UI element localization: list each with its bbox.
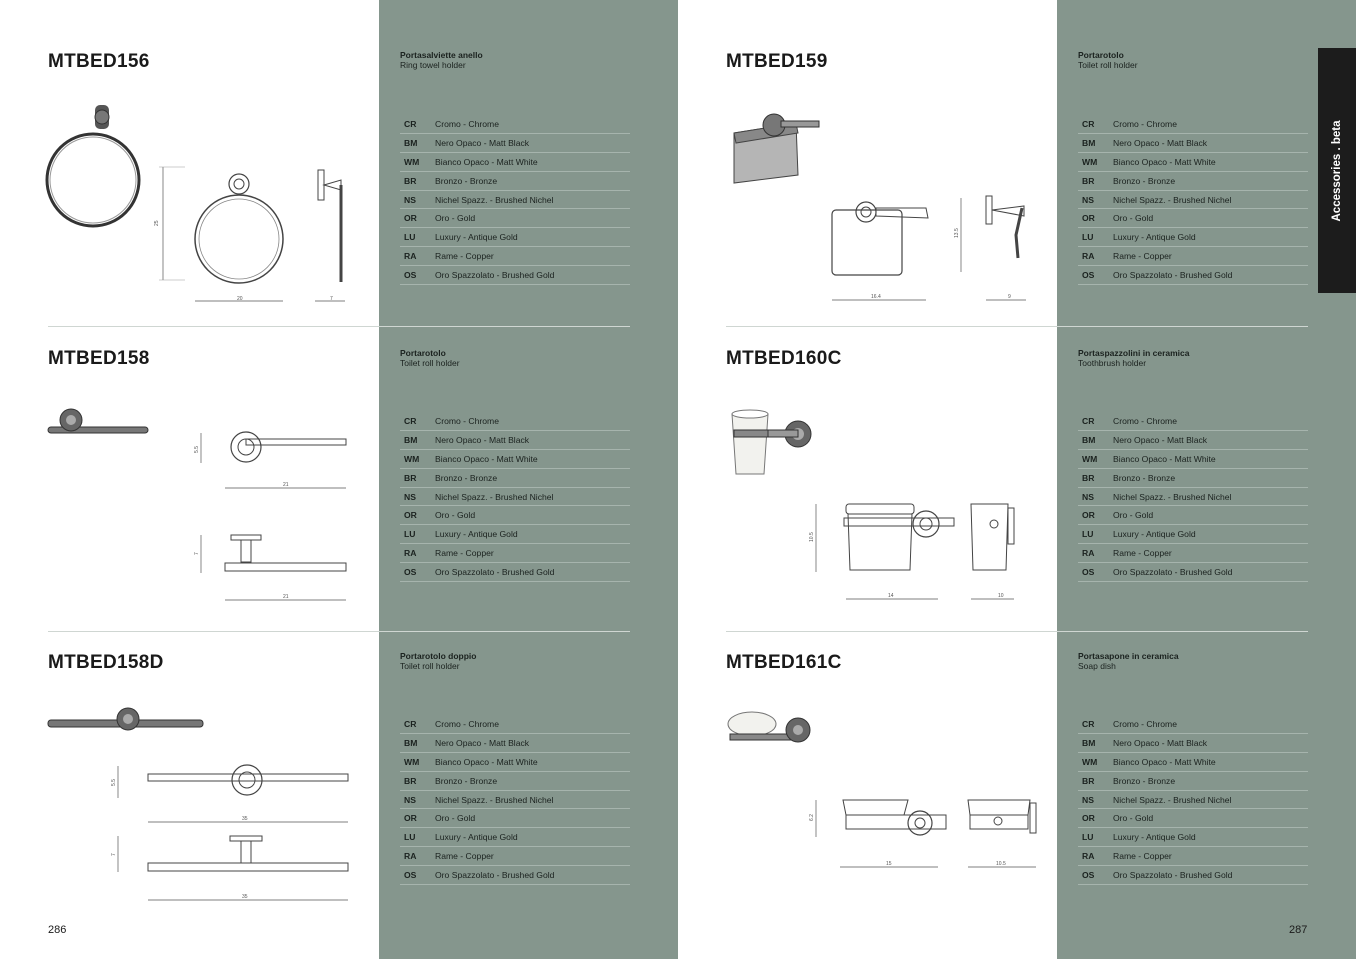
- finish-code: RA: [404, 548, 417, 559]
- finish-code: WM: [1082, 453, 1098, 464]
- finish-code: OS: [404, 270, 417, 281]
- finish-row: [400, 450, 630, 469]
- finish-code: NS: [404, 491, 416, 502]
- finish-name: Nichel Spazz. - Brushed Nichel: [1113, 794, 1232, 805]
- finish-row: [1078, 563, 1308, 582]
- product-description: [400, 50, 483, 70]
- product-code: MTBED158: [48, 348, 150, 369]
- finish-row: [1078, 228, 1308, 247]
- finish-name: Bronzo - Bronze: [435, 175, 498, 186]
- finish-name: Bronzo - Bronze: [1113, 775, 1176, 786]
- finish-code: CR: [404, 118, 417, 129]
- finish-row: [400, 469, 630, 488]
- finish-row: [1078, 115, 1308, 134]
- finish-row: [400, 715, 630, 734]
- height-dimension: 6.2: [809, 814, 815, 821]
- height-dimension: 13.5: [954, 228, 960, 238]
- finish-code: NS: [1082, 194, 1094, 205]
- finish-name: Bronzo - Bronze: [1113, 175, 1176, 186]
- finish-row: [400, 247, 630, 266]
- finish-name: Cromo - Chrome: [435, 118, 499, 129]
- finish-code: WM: [404, 156, 420, 167]
- finish-row: [400, 772, 630, 791]
- section-divider: [48, 326, 630, 327]
- soap-dish-drawing: [808, 795, 1048, 875]
- page-number: 286: [48, 924, 67, 936]
- finish-code: BR: [1082, 472, 1095, 483]
- finish-name: Oro - Gold: [435, 213, 476, 224]
- finish-row: [400, 809, 630, 828]
- height-dimension: 25: [154, 220, 160, 226]
- finish-code: RA: [404, 851, 417, 862]
- finish-name: Cromo - Chrome: [435, 718, 499, 729]
- finish-code: LU: [404, 832, 416, 843]
- english-name: Toilet roll holder: [1078, 60, 1138, 70]
- finish-code: OR: [404, 813, 417, 824]
- product-code: MTBED158D: [48, 652, 164, 673]
- finish-name: Bronzo - Bronze: [435, 472, 498, 483]
- finish-list: [400, 115, 630, 285]
- width-dimension: 21: [283, 594, 289, 600]
- finish-row: [1078, 791, 1308, 810]
- italian-name: Portaspazzolini in ceramica: [1078, 348, 1190, 358]
- finish-row: [400, 266, 630, 285]
- product-description: [1078, 50, 1138, 70]
- section-divider: [726, 631, 1308, 632]
- depth-dimension: 10: [998, 593, 1004, 599]
- product-description: [400, 348, 460, 368]
- product-code: MTBED160C: [726, 348, 842, 369]
- finish-row: [1078, 172, 1308, 191]
- product-description: [1078, 651, 1179, 671]
- finish-row: [1078, 809, 1308, 828]
- finish-name: Oro Spazzolato - Brushed Gold: [435, 567, 555, 578]
- finish-name: Nichel Spazz. - Brushed Nichel: [435, 491, 554, 502]
- finish-name: Oro Spazzolato - Brushed Gold: [435, 270, 555, 281]
- height-dimension: 5.5: [111, 779, 117, 786]
- finish-row: [1078, 753, 1308, 772]
- finish-code: BM: [404, 737, 418, 748]
- ring-towel-holder-drawing: [155, 160, 355, 310]
- english-name: Toothbrush holder: [1078, 358, 1147, 368]
- finish-row: [400, 488, 630, 507]
- english-name: Soap dish: [1078, 661, 1116, 671]
- finish-name: Bianco Opaco - Matt White: [435, 756, 538, 767]
- finish-code: BR: [404, 472, 417, 483]
- finish-code: LU: [1082, 832, 1094, 843]
- section-divider: [726, 326, 1308, 327]
- height-dimension: 7: [111, 853, 117, 856]
- finish-code: LU: [404, 232, 416, 243]
- finish-code: NS: [404, 794, 416, 805]
- covered-roll-holder-photo: [726, 105, 826, 190]
- finish-name: Oro - Gold: [435, 813, 476, 824]
- finish-row: [400, 544, 630, 563]
- finish-row: [400, 412, 630, 431]
- finish-name: Bianco Opaco - Matt White: [435, 156, 538, 167]
- finish-row: [400, 153, 630, 172]
- finish-code: RA: [1082, 251, 1095, 262]
- finish-code: OR: [1082, 813, 1095, 824]
- double-roll-holder-photo: [45, 705, 210, 745]
- toilet-roll-holder-drawing: [193, 425, 358, 605]
- finish-name: Nero Opaco - Matt Black: [1113, 137, 1208, 148]
- finish-row: [1078, 734, 1308, 753]
- finish-code: OR: [404, 510, 417, 521]
- product-code: MTBED159: [726, 51, 828, 72]
- finish-code: CR: [404, 415, 417, 426]
- finish-code: NS: [1082, 491, 1094, 502]
- finish-name: Nichel Spazz. - Brushed Nichel: [435, 194, 554, 205]
- finish-row: [1078, 209, 1308, 228]
- depth-dimension: 9: [1008, 294, 1011, 300]
- finish-name: Oro Spazzolato - Brushed Gold: [1113, 270, 1233, 281]
- finish-row: [1078, 525, 1308, 544]
- finish-row: [400, 506, 630, 525]
- finish-name: Luxury - Antique Gold: [435, 832, 518, 843]
- finish-row: [1078, 450, 1308, 469]
- finish-code: LU: [1082, 529, 1094, 540]
- finish-name: Cromo - Chrome: [1113, 718, 1177, 729]
- finish-code: CR: [1082, 118, 1095, 129]
- depth-dimension: 10.5: [996, 861, 1006, 867]
- finish-name: Oro - Gold: [435, 510, 476, 521]
- finish-list: [400, 412, 630, 582]
- finish-row: [400, 115, 630, 134]
- finish-row: [400, 525, 630, 544]
- finish-code: CR: [404, 718, 417, 729]
- finish-row: [400, 791, 630, 810]
- finish-row: [400, 228, 630, 247]
- finish-code: OS: [1082, 870, 1095, 881]
- finish-row: [1078, 866, 1308, 885]
- finish-row: [1078, 772, 1308, 791]
- finish-code: CR: [1082, 415, 1095, 426]
- finish-name: Cromo - Chrome: [435, 415, 499, 426]
- width-dimension: 20: [237, 296, 243, 302]
- finish-list: [1078, 115, 1308, 285]
- width-dimension: 16.4: [871, 294, 881, 300]
- finish-code: NS: [1082, 794, 1094, 805]
- finish-name: Luxury - Antique Gold: [435, 232, 518, 243]
- finish-name: Bronzo - Bronze: [435, 775, 498, 786]
- finish-code: OR: [1082, 213, 1095, 224]
- finish-row: [1078, 247, 1308, 266]
- finish-code: BR: [404, 775, 417, 786]
- finish-row: [400, 209, 630, 228]
- finish-row: [400, 172, 630, 191]
- finish-code: OS: [404, 567, 417, 578]
- section-tab-label: Accessories . beta: [1331, 119, 1343, 222]
- finish-name: Oro - Gold: [1113, 510, 1154, 521]
- finish-code: WM: [1082, 156, 1098, 167]
- finish-name: Nichel Spazz. - Brushed Nichel: [1113, 194, 1232, 205]
- finish-code: BM: [1082, 737, 1096, 748]
- finish-name: Luxury - Antique Gold: [1113, 529, 1196, 540]
- finish-row: [400, 134, 630, 153]
- width-dimension: 35: [242, 894, 248, 900]
- english-name: Toilet roll holder: [400, 358, 460, 368]
- finish-row: [400, 828, 630, 847]
- finish-code: BM: [404, 137, 418, 148]
- finish-name: Cromo - Chrome: [1113, 415, 1177, 426]
- finish-name: Rame - Copper: [1113, 851, 1172, 862]
- width-dimension: 15: [886, 861, 892, 867]
- finish-code: BR: [404, 175, 417, 186]
- finish-name: Rame - Copper: [1113, 251, 1172, 262]
- finish-code: LU: [1082, 232, 1094, 243]
- finish-row: [400, 866, 630, 885]
- italian-name: Portarotolo: [400, 348, 446, 358]
- finish-name: Rame - Copper: [435, 251, 494, 262]
- finish-name: Luxury - Antique Gold: [435, 529, 518, 540]
- finish-code: OS: [1082, 270, 1095, 281]
- finish-list: [1078, 715, 1308, 885]
- finish-code: WM: [404, 453, 420, 464]
- finish-name: Oro Spazzolato - Brushed Gold: [1113, 870, 1233, 881]
- finish-name: Luxury - Antique Gold: [1113, 232, 1196, 243]
- finish-name: Luxury - Antique Gold: [1113, 832, 1196, 843]
- finish-row: [1078, 506, 1308, 525]
- finish-code: OR: [1082, 510, 1095, 521]
- width-dimension: 35: [242, 816, 248, 822]
- finish-name: Nichel Spazz. - Brushed Nichel: [1113, 491, 1232, 502]
- finish-row: [400, 753, 630, 772]
- finish-row: [1078, 266, 1308, 285]
- height-dimension: 10.5: [809, 532, 815, 542]
- page-number: 287: [1289, 924, 1308, 936]
- finish-list: [400, 715, 630, 885]
- product-description: [1078, 348, 1189, 368]
- depth-dimension: 7: [330, 296, 333, 302]
- product-description: [400, 651, 477, 671]
- english-name: Ring towel holder: [400, 60, 466, 70]
- finish-row: [1078, 431, 1308, 450]
- finish-code: RA: [1082, 548, 1095, 559]
- finish-name: Oro - Gold: [1113, 813, 1154, 824]
- finish-name: Rame - Copper: [1113, 548, 1172, 559]
- finish-row: [400, 563, 630, 582]
- finish-row: [1078, 544, 1308, 563]
- italian-name: Portarotolo doppio: [400, 651, 477, 661]
- product-code: MTBED161C: [726, 652, 842, 673]
- finish-name: Nero Opaco - Matt Black: [1113, 737, 1208, 748]
- finish-code: BM: [1082, 137, 1096, 148]
- width-dimension: 14: [888, 593, 894, 599]
- toothbrush-holder-drawing: [808, 500, 1048, 605]
- finish-row: [1078, 828, 1308, 847]
- finish-row: [1078, 191, 1308, 210]
- height-dimension: 7: [194, 552, 200, 555]
- finish-name: Nero Opaco - Matt Black: [435, 737, 530, 748]
- finish-code: OR: [404, 213, 417, 224]
- italian-name: Portasapone in ceramica: [1078, 651, 1179, 661]
- finish-code: CR: [1082, 718, 1095, 729]
- finish-name: Oro Spazzolato - Brushed Gold: [1113, 567, 1233, 578]
- height-dimension: 5.5: [194, 446, 200, 453]
- covered-roll-holder-drawing: [826, 190, 1046, 310]
- finish-name: Bianco Opaco - Matt White: [1113, 453, 1216, 464]
- finish-row: [1078, 715, 1308, 734]
- finish-name: Bianco Opaco - Matt White: [1113, 756, 1216, 767]
- width-dimension: 21: [283, 482, 289, 488]
- italian-name: Portasalviette anello: [400, 50, 483, 60]
- finish-code: OS: [1082, 567, 1095, 578]
- finish-name: Nero Opaco - Matt Black: [435, 137, 530, 148]
- finish-code: BM: [1082, 434, 1096, 445]
- finish-row: [1078, 153, 1308, 172]
- toothbrush-holder-photo: [726, 408, 826, 483]
- finish-name: Rame - Copper: [435, 548, 494, 559]
- toilet-roll-holder-photo: [45, 405, 155, 445]
- finish-code: NS: [404, 194, 416, 205]
- italian-name: Portarotolo: [1078, 50, 1124, 60]
- finish-name: Cromo - Chrome: [1113, 118, 1177, 129]
- finish-name: Nichel Spazz. - Brushed Nichel: [435, 794, 554, 805]
- finish-row: [400, 191, 630, 210]
- finish-code: BM: [404, 434, 418, 445]
- finish-code: LU: [404, 529, 416, 540]
- finish-code: BR: [1082, 775, 1095, 786]
- section-tab[interactable]: [1318, 48, 1356, 293]
- finish-name: Nero Opaco - Matt Black: [1113, 434, 1208, 445]
- finish-code: BR: [1082, 175, 1095, 186]
- finish-name: Bronzo - Bronze: [1113, 472, 1176, 483]
- double-roll-holder-drawing: [110, 760, 355, 905]
- finish-name: Oro - Gold: [1113, 213, 1154, 224]
- finish-row: [1078, 847, 1308, 866]
- finish-code: RA: [1082, 851, 1095, 862]
- product-code: MTBED156: [48, 51, 150, 72]
- finish-row: [1078, 412, 1308, 431]
- soap-dish-photo: [726, 708, 826, 753]
- finish-code: WM: [1082, 756, 1098, 767]
- finish-name: Bianco Opaco - Matt White: [1113, 156, 1216, 167]
- finish-row: [400, 847, 630, 866]
- finish-row: [1078, 469, 1308, 488]
- ring-towel-holder-photo: [45, 100, 155, 230]
- right-page: [678, 0, 1356, 959]
- english-name: Toilet roll holder: [400, 661, 460, 671]
- finish-code: OS: [404, 870, 417, 881]
- finish-row: [1078, 134, 1308, 153]
- finish-row: [1078, 488, 1308, 507]
- finish-name: Oro Spazzolato - Brushed Gold: [435, 870, 555, 881]
- finish-name: Rame - Copper: [435, 851, 494, 862]
- finish-code: WM: [404, 756, 420, 767]
- finish-name: Bianco Opaco - Matt White: [435, 453, 538, 464]
- finish-row: [400, 734, 630, 753]
- section-divider: [48, 631, 630, 632]
- finish-row: [400, 431, 630, 450]
- finish-code: RA: [404, 251, 417, 262]
- finish-name: Nero Opaco - Matt Black: [435, 434, 530, 445]
- finish-list: [1078, 412, 1308, 582]
